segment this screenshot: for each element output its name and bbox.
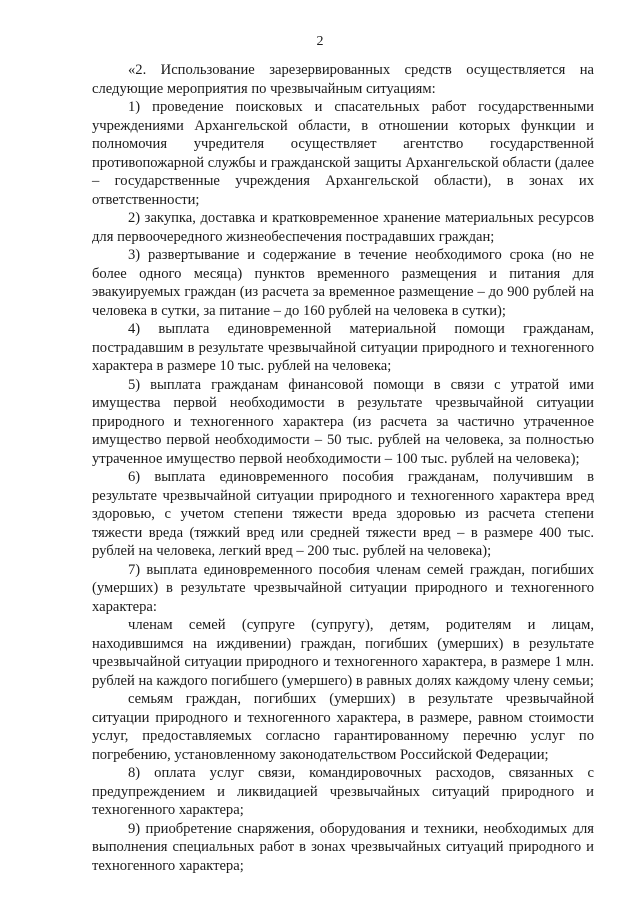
paragraph-item-5: 5) выплата гражданам финансовой помощи в связи с утратой ими имущества первой необходимости в результате чрезвычайной ситуации природного и техногенного характера (из расчета за частично утраченное имущество первой необходимости – 50 тыс. рублей на человека, за полностью утраченное имущество первой необходимости – 100 тыс. рублей на человека); [92, 376, 594, 467]
paragraph-item-2: 2) закупка, доставка и кратковременное хранение материальных ресурсов для первоочередного жизнеобеспечения пострадавших граждан; [92, 210, 594, 245]
paragraph-item-9: 9) приобретение снаряжения, оборудования и техники, необходимых для выполнения специальных работ в зонах чрезвычайных ситуаций природного и техногенного характера; [92, 820, 594, 874]
paragraph-item-6: 6) выплата единовременного пособия гражданам, получившим в результате чрезвычайной ситуации природного и техногенного характера вред здоровью, с учетом степени тяжести вреда здоровью из расчета степени тяжести вреда (тяжкий вред или средней тяжести вред – в размере 400 тыс. рублей на человека, легкий вред – 200 тыс. рублей на человека); [92, 469, 594, 559]
page-number: 2 [316, 34, 324, 49]
document-body [92, 61, 594, 875]
paragraph-item-8: 8) оплата услуг связи, командировочных расходов, связанных с предупреждением и ликвидацией чрезвычайных ситуаций природного и техногенного характера; [92, 765, 594, 818]
paragraph-intro: «2. Использование зарезервированных средств осуществляется на следующие мероприятия по чрезвычайным ситуациям: [92, 62, 594, 97]
paragraph-item-3: 3) развертывание и содержание в течение необходимого срока (но не более одного месяца) пунктов временного размещения и питания для эвакуируемых граждан (из расчета за временное размещение – до 900 рублей на человека в сутки, за питание – до 160 рублей на человека в сутки); [92, 247, 594, 319]
paragraph-item-1: 1) проведение поисковых и спасательных работ государственными учреждениями Архангельской области, в отношении которых функции и полномочия учредителя осуществляет агентство государственной противопожарной службы и гражданской защиты Архангельской области (далее – государственные учреждения Архангельской области), в зонах их ответственности; [92, 99, 594, 208]
paragraph-item-7-family-members: членам семей (супруге (супругу), детям, родителям и лицам, находившимся на иждивении) граждан, погибших (умерших) в результате чрезвычайной ситуации природного и техногенного характера, в размере 1 млн. рублей на каждого погибшего (умершего) в равных долях каждому члену семьи; [92, 617, 594, 689]
paragraph-item-7: 7) выплата единовременного пособия членам семей граждан, погибших (умерших) в результате чрезвычайной ситуации природного и техногенного характера: [92, 561, 594, 615]
paragraph-item-7-families: семьям граждан, погибших (умерших) в результате чрезвычайной ситуации природного и техногенного характера, в размере, равном стоимости услуг, предоставляемых согласно гарантированному перечню услуг по погребению, установленному законодательством Российской Федерации; [92, 691, 594, 763]
paragraph-item-4: 4) выплата единовременной материальной помощи гражданам, пострадавшим в результате чрезвычайной ситуации природного и техногенного характера в размере 10 тыс. рублей на человека; [92, 321, 594, 374]
